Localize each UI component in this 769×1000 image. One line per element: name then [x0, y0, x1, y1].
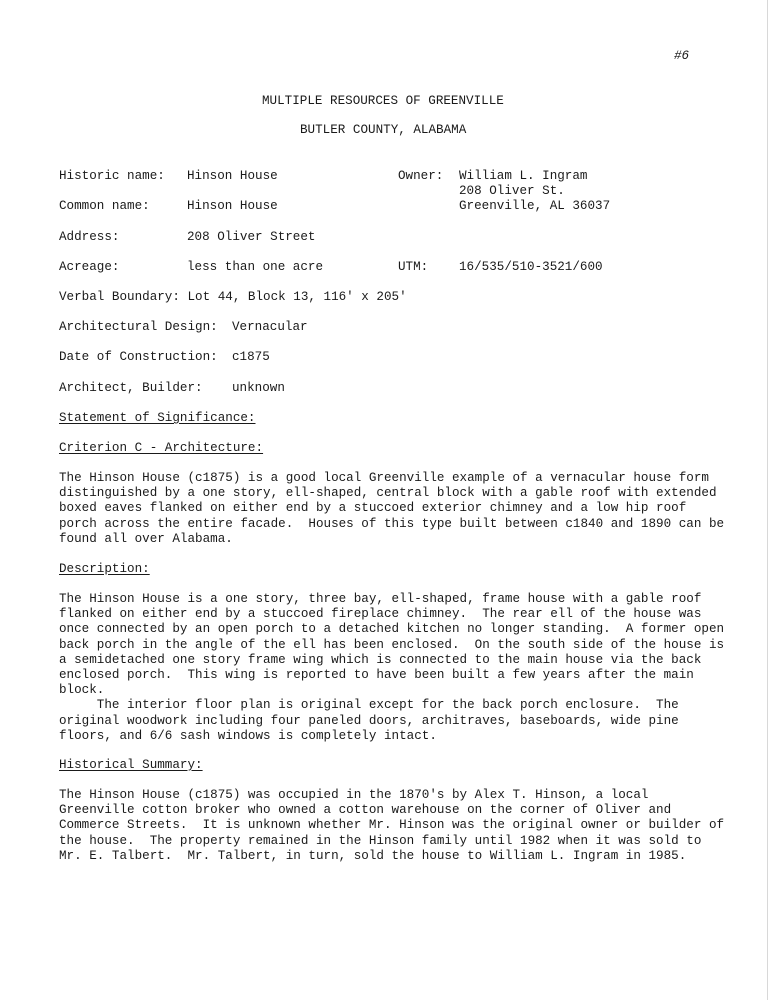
arch-design-label: Architectural Design: — [59, 320, 218, 334]
owner-city: Greenville, AL 36037 — [459, 199, 611, 213]
page-number: #6 — [674, 49, 690, 63]
owner-name: William L. Ingram — [459, 169, 588, 183]
verbal-boundary: Verbal Boundary: Lot 44, Block 13, 116' x 205' — [59, 290, 407, 304]
paragraph-line: The Hinson House is a one story, three bay, ell-shaped, frame house with a gable roof — [59, 592, 702, 606]
paragraph-line: distinguished by a one story, ell-shaped, central block with a gable roof with extended — [59, 486, 717, 501]
paragraph-line: block. — [59, 683, 105, 698]
utm-value: 16/535/510-3521/600 — [459, 260, 603, 274]
acreage-label: Acreage: — [59, 260, 120, 274]
paragraph-line: once connected by an open porch to a detached kitchen no longer standing. A former open — [59, 622, 725, 637]
paragraph-line: Mr. E. Talbert. Mr. Talbert, in turn, sold the house to William L. Ingram in 1985. — [59, 848, 687, 863]
address-value: 208 Oliver Street — [187, 230, 316, 244]
history-paragraph — [59, 788, 759, 864]
historic-name-label: Historic name: — [59, 169, 165, 183]
paragraph-line: original woodwork including four paneled doors, architraves, baseboards, wide pine — [59, 713, 679, 728]
historic-name-value: Hinson House — [187, 169, 278, 183]
paragraph-line: Greenville cotton broker who owned a cotton warehouse on the corner of Oliver and — [59, 803, 672, 818]
criterion-heading: Criterion C - Architecture: — [59, 441, 264, 455]
paragraph-line: floors, and 6/6 sash windows is completely intact. — [59, 728, 437, 743]
paragraph-line: boxed eaves flanked on either end by a stuccoed exterior chimney and a low hip roof — [59, 501, 687, 516]
paragraph-line: flanked on either end by a stuccoed fireplace chimney. The rear ell of the house was — [59, 607, 702, 622]
paragraph-line: The Hinson House (c1875) was occupied in the 1870's by Alex T. Hinson, a local — [59, 788, 649, 802]
paragraph-line: the house. The property remained in the Hinson family until 1982 when it was sold to — [59, 833, 702, 848]
paragraph-line: a semidetached one story frame wing which is connected to the main house via the back — [59, 652, 702, 667]
paragraph-line: The interior floor plan is original except for the back porch enclosure. The — [59, 698, 679, 713]
paragraph-line: found all over Alabama. — [59, 531, 233, 546]
document-title: MULTIPLE RESOURCES OF GREENVILLE — [262, 94, 504, 108]
common-name-label: Common name: — [59, 199, 150, 213]
owner-label: Owner: — [398, 169, 444, 183]
arch-design-value: Vernacular — [232, 320, 308, 334]
description-heading: Description: — [59, 562, 150, 576]
criterion-paragraph — [59, 471, 759, 547]
date-value: c1875 — [232, 350, 270, 364]
paragraph-line: The Hinson House (c1875) is a good local Greenville example of a vernacular house form — [59, 471, 709, 485]
date-label: Date of Construction: — [59, 350, 218, 364]
acreage-value: less than one acre — [187, 260, 324, 274]
paragraph-line: porch across the entire facade. Houses of this type built between c1840 and 1890 can be — [59, 516, 725, 531]
document-subtitle: BUTLER COUNTY, ALABAMA — [300, 123, 467, 137]
common-name-value: Hinson House — [187, 199, 278, 213]
owner-street: 208 Oliver St. — [459, 184, 565, 198]
paragraph-line: enclosed porch. This wing is reported to have been built a few years after the main — [59, 668, 694, 683]
significance-heading: Statement of Significance: — [59, 411, 256, 425]
paragraph-line: Commerce Streets. It is unknown whether Mr. Hinson was the original owner or builder of — [59, 818, 725, 833]
address-label: Address: — [59, 230, 120, 244]
paragraph-line: back porch in the angle of the ell has been enclosed. On the south side of the house is — [59, 637, 725, 652]
history-heading: Historical Summary: — [59, 758, 203, 772]
description-paragraph — [59, 592, 759, 744]
architect-label: Architect, Builder: — [59, 381, 203, 395]
architect-value: unknown — [232, 381, 285, 395]
utm-label: UTM: — [398, 260, 429, 274]
